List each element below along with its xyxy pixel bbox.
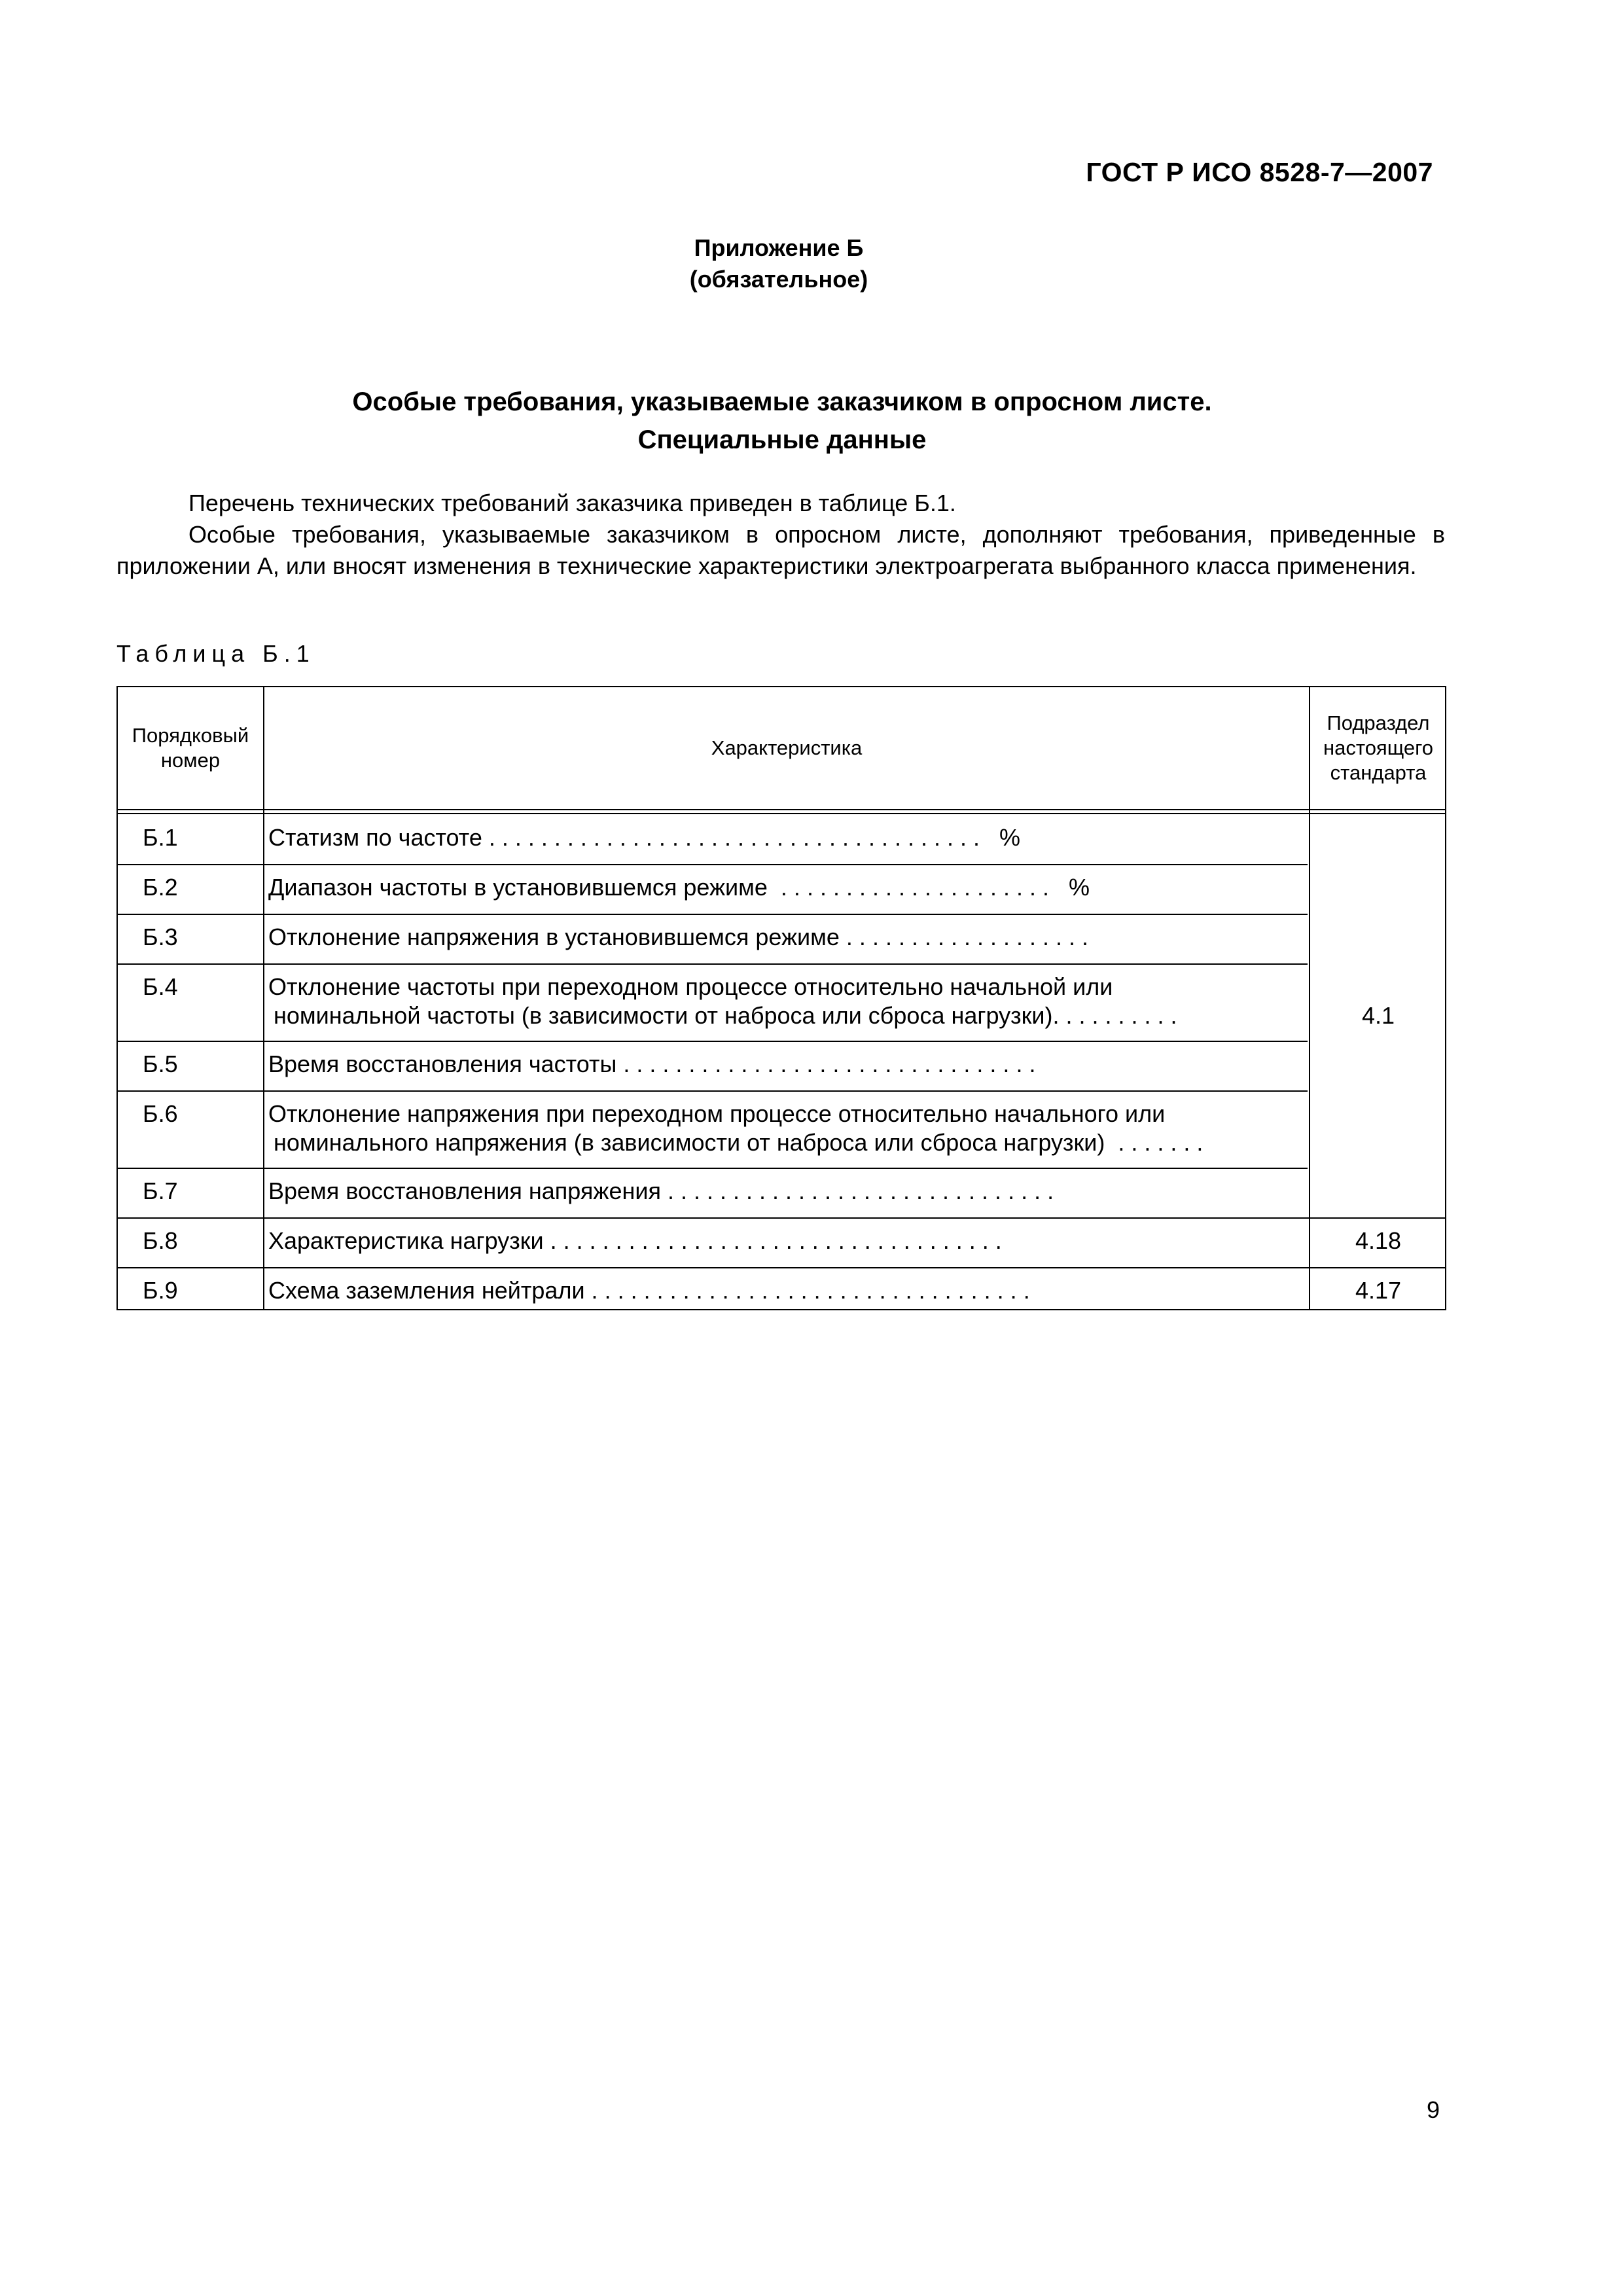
- standard-code: ГОСТ Р ИСО 8528-7—2007: [1086, 157, 1433, 187]
- appendix-title: Приложение Б: [694, 234, 864, 261]
- row-characteristic: Время восстановления частоты . . . . . . . . . . . . . . . . . . . . . . . . . . . . . . . .: [268, 1050, 1036, 1077]
- row-characteristic: Статизм по частоте . . . . . . . . . . . . . . . . . . . . . . . . . . . . . . . . . . . . . . %: [268, 824, 1021, 851]
- row-characteristic: Отклонение напряжения в установившемся режиме . . . . . . . . . . . . . . . . . . .: [268, 924, 1089, 950]
- paragraph-intro: Перечень технических требований заказчика приведен в таблице Б.1.: [188, 490, 956, 516]
- paragraph-requirements: Особые требования, указываемые заказчиком в опросном листе, дополняют требования, приведенные в приложении А, или вносят изменения в технические характеристики электроагрегата выбранного класса применения.: [116, 521, 1445, 579]
- header-divider: [118, 809, 1445, 810]
- row-divider: [118, 1168, 1308, 1169]
- table-caption: Таблица Б.1: [116, 640, 315, 667]
- row-number: Б.7: [143, 1177, 178, 1204]
- row-divider: [118, 864, 1308, 865]
- page-number: 9: [1427, 2096, 1440, 2123]
- row-subsection: 4.18: [1355, 1227, 1402, 1254]
- row-number: Б.3: [143, 924, 178, 950]
- header-number: Порядковый номер: [132, 724, 249, 772]
- row-number: Б.1: [143, 824, 178, 851]
- section-title: [0, 383, 1564, 459]
- row-divider: [118, 963, 1308, 965]
- row-divider: [118, 1090, 1308, 1092]
- row-number: Б.4: [143, 973, 178, 1000]
- row-characteristic-continued: номинального напряжения (в зависимости от наброса или сброса нагрузки) . . . . . . .: [274, 1129, 1204, 1156]
- row-number: Б.2: [143, 874, 178, 901]
- row-divider: [118, 1041, 1308, 1042]
- merged-subsection-cell: 4.1: [1361, 1002, 1395, 1029]
- section-title-line1: Особые требования, указываемые заказчиком в опросном листе.: [352, 387, 1212, 416]
- row-number: Б.9: [143, 1277, 178, 1304]
- row-divider: [118, 1267, 1445, 1268]
- section-title-line2: Специальные данные: [637, 425, 927, 454]
- row-characteristic: Время восстановления напряжения . . . . . . . . . . . . . . . . . . . . . . . . . . . . . .: [268, 1177, 1054, 1204]
- row-number: Б.6: [143, 1100, 178, 1127]
- header-subsection: Подраздел настоящего стандарта: [1323, 711, 1433, 784]
- row-divider: [118, 1217, 1445, 1219]
- row-divider: [118, 914, 1308, 915]
- row-subsection: 4.17: [1355, 1277, 1402, 1304]
- row-characteristic: Схема заземления нейтрали . . . . . . . . . . . . . . . . . . . . . . . . . . . . . . . . . .: [268, 1277, 1030, 1304]
- appendix-status: (обязательное): [689, 266, 868, 293]
- row-characteristic: Характеристика нагрузки . . . . . . . . . . . . . . . . . . . . . . . . . . . . . . . . . . .: [268, 1227, 1002, 1254]
- row-characteristic-continued: номинальной частоты (в зависимости от наброса или сброса нагрузки). . . . . . . . . .: [274, 1002, 1177, 1029]
- header-characteristic: Характеристика: [711, 736, 863, 759]
- header-divider: [118, 813, 1445, 814]
- row-number: Б.5: [143, 1050, 178, 1077]
- row-number: Б.8: [143, 1227, 178, 1254]
- row-characteristic: Отклонение частоты при переходном процессе относительно начальной или: [268, 973, 1113, 1000]
- requirements-table: [116, 686, 1446, 1310]
- row-characteristic: Диапазон частоты в установившемся режиме . . . . . . . . . . . . . . . . . . . . . %: [268, 874, 1090, 901]
- row-characteristic: Отклонение напряжения при переходном процессе относительно начального или: [268, 1100, 1166, 1127]
